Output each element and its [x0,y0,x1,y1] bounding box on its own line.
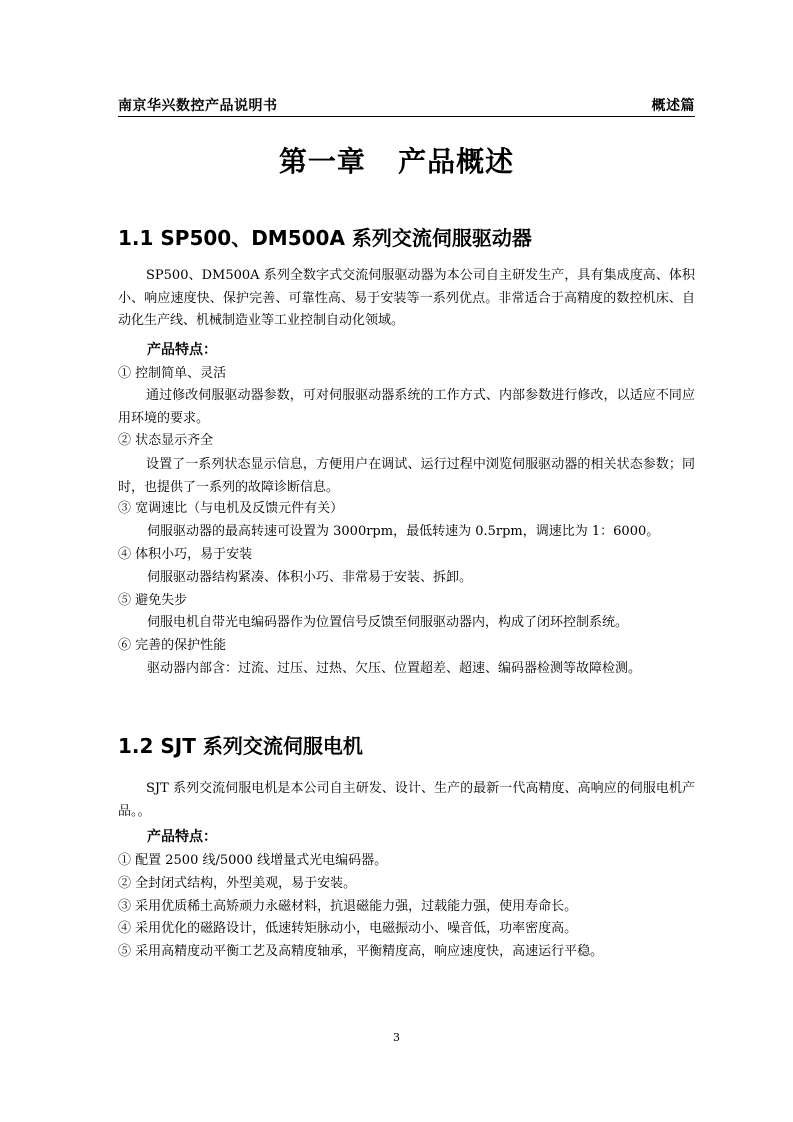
feature-2-title: ② 状态显示齐全 [118,433,214,448]
motor-feature-5: ⑤ 采用高精度动平衡工艺及高精度轴承，平衡精度高，响应速度快，高速运行平稳。 [118,944,604,959]
section-heading-1-1: 1.1 SP500、DM500A 系列交流伺服驱动器 [118,226,532,250]
feature-3-desc: 伺服驱动器的最高转速可设置为 3000rpm，最低转速为 0.5rpm，调速比为 1：6000。 [147,524,660,539]
section-1-1-intro: SP500、DM500A 系列全数字式交流伺服驱动器为本公司自主研发生产，具有集成度高、体积小、响应速度快、保护完善、可靠性高、易于安装等一系列优点。非常适合于高精度的数控机床、自动化生产线、机械制造业等工业控制自动化领域。 [118,268,695,328]
feature-6-desc: 驱动器内部含：过流、过压、过热、欠压、位置超差、超速、编码器检测等故障检测。 [147,661,642,676]
feature-5-title: ⑤ 避免失步 [118,593,188,608]
motor-feature-2: ② 全封闭式结构，外型美观，易于安装。 [118,876,357,891]
motor-feature-1: ① 配置 2500 线/5000 线增量式光电编码器。 [118,853,388,868]
feature-6-title: ⑥ 完善的保护性能 [118,638,227,653]
header-section-name: 概述篇 [651,98,695,114]
feature-2-desc: 设置了一系列状态显示信息，方便用户在调试、运行过程中浏览伺服驱动器的相关状态参数；同时，也提供了一系列的故障诊断信息。 [118,457,695,495]
section-1-2-features-label: 产品特点： [147,829,217,845]
page-header [118,95,695,115]
motor-feature-3: ③ 采用优质稀土高矫顽力永磁材料，抗退磁能力强，过载能力强，使用寿命长。 [118,899,578,914]
chapter-title: 第一章 产品概述 [278,145,515,178]
feature-1-desc: 通过修改伺服驱动器参数，可对伺服驱动器系统的工作方式、内部参数进行修改，以适应不同应用环境的要求。 [118,388,695,426]
header-divider [118,116,695,117]
section-1-1-features-label: 产品特点： [147,342,217,358]
feature-3-title: ③ 宽调速比（与电机及反馈元件有关） [118,501,344,516]
header-doc-title: 南京华兴数控产品说明书 [118,98,278,114]
motor-feature-4: ④ 采用优化的磁路设计，低速转矩脉动小，电磁振动小、噪音低，功率密度高。 [118,921,578,936]
page-number: 3 [393,1031,400,1044]
feature-5-desc: 伺服电机自带光电编码器作为位置信号反馈至伺服驱动器内，构成了闭环控制系统。 [147,615,629,630]
section-heading-1-2: 1.2 SJT 系列交流伺服电机 [118,734,363,758]
feature-4-desc: 伺服驱动器结构紧凑、体积小巧、非常易于安装、拆卸。 [147,570,473,585]
feature-1-title: ① 控制简单、灵活 [118,366,227,381]
feature-4-title: ④ 体积小巧，易于安装 [118,547,253,562]
section-1-2-intro: SJT 系列交流伺服电机是本公司自主研发、设计、生产的最新一代高精度、高响应的伺服电机产品。。 [118,781,695,819]
